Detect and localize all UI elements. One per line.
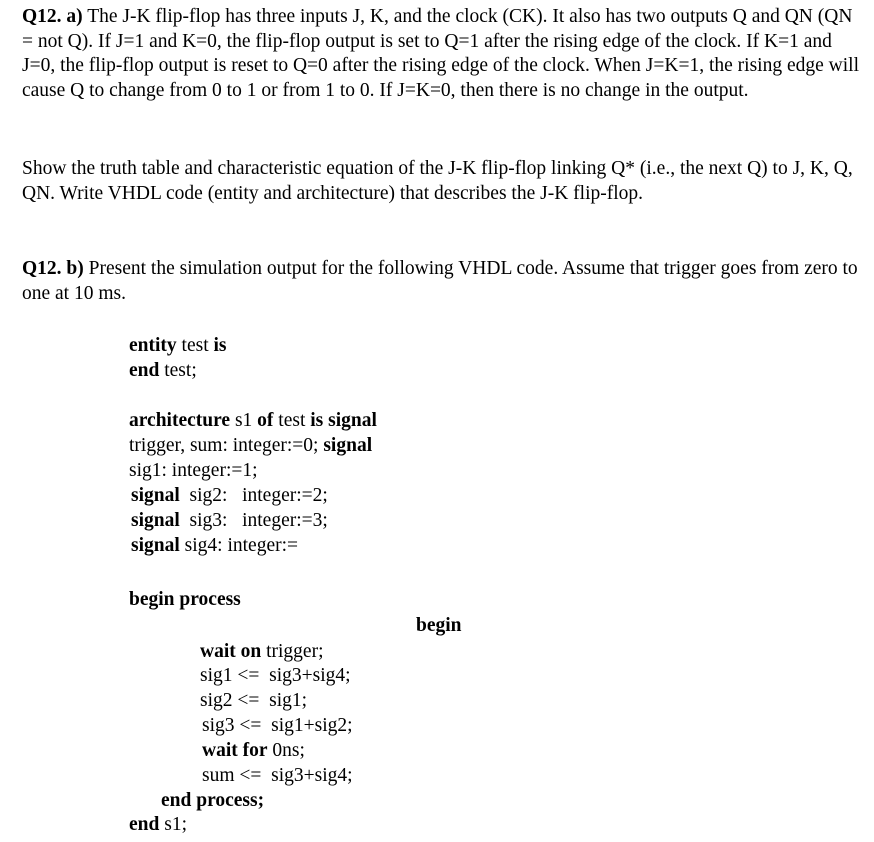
code-line-architecture (129, 409, 377, 433)
end-test-text: test; (159, 360, 197, 381)
entity-name: test (176, 335, 214, 356)
code-line-begin-process (129, 588, 241, 612)
keyword-signal-3: signal (131, 510, 180, 531)
sig2-decl: sig2: integer:=2; (179, 485, 328, 506)
code-line-stmt1 (200, 664, 351, 688)
keyword-wait-on: wait on (200, 641, 262, 662)
question-12a-paragraph (22, 5, 862, 103)
code-line-trigger-sum (129, 434, 372, 458)
sig4-decl: sig4: integer:= (179, 535, 299, 556)
code-line-wait-for (202, 739, 305, 763)
sig1-decl: sig1: integer:=1; (129, 460, 258, 481)
keyword-signal-4: signal (131, 535, 180, 556)
code-line-stmt4 (202, 764, 353, 788)
keyword-architecture: architecture (129, 410, 231, 431)
question-12a-label: Q12. a) (22, 6, 83, 27)
keyword-end-s1: end (129, 814, 160, 835)
wait-on-trigger: trigger; (261, 641, 324, 662)
assign-sig1: sig1 <= sig3+sig4; (200, 665, 351, 686)
code-line-sig2 (131, 484, 328, 508)
architecture-name: s1 (230, 410, 258, 431)
keyword-wait-for: wait for (202, 740, 268, 761)
code-line-end-process (161, 789, 264, 813)
code-line-end-test (129, 359, 197, 383)
code-line-begin (416, 614, 462, 638)
code-line-sig4 (131, 534, 298, 558)
keyword-end-process: end process; (161, 790, 265, 811)
keyword-entity: entity (129, 335, 177, 356)
code-line-end-s1 (129, 813, 187, 837)
end-s1-text: s1; (159, 814, 187, 835)
keyword-signal-2: signal (131, 485, 180, 506)
assign-sig3: sig3 <= sig1+sig2; (202, 715, 353, 736)
question-12b-paragraph (22, 257, 862, 306)
code-line-sig1 (129, 459, 258, 483)
trigger-sum-decl: trigger, sum: integer:=0; (129, 435, 324, 456)
keyword-begin: begin (416, 615, 462, 636)
code-line-sig3 (131, 509, 328, 533)
keyword-of: of (257, 410, 274, 431)
code-line-stmt2 (200, 689, 307, 713)
question-12a-task: Show the truth table and characteristic equation of the J-K flip-flop linking Q* (i.e., the next Q) to J, K, Q, QN. Write VHDL code (entity and architecture) that describes the J-K flip-flop. (22, 158, 853, 204)
question-12b-label: Q12. b) (22, 258, 84, 279)
question-12b-text: Present the simulation output for the following VHDL code. Assume that trigger goes from zero to one at 10 ms. (22, 258, 858, 304)
keyword-begin-process: begin process (129, 589, 241, 610)
assign-sig2: sig2 <= sig1; (200, 690, 308, 711)
keyword-is: is (213, 335, 227, 356)
code-line-wait-on (200, 640, 324, 664)
code-line-stmt3 (202, 714, 353, 738)
code-line-entity (129, 334, 227, 358)
architecture-entity: test (273, 410, 311, 431)
sig3-decl: sig3: integer:=3; (179, 510, 328, 531)
keyword-is-signal: is signal (310, 410, 377, 431)
wait-for-time: 0ns; (267, 740, 305, 761)
assign-sum: sum <= sig3+sig4; (202, 765, 353, 786)
keyword-signal: signal (323, 435, 373, 456)
keyword-end: end (129, 360, 160, 381)
question-12a-text: The J-K flip-flop has three inputs J, K, and the clock (CK). It also has two outputs Q and QN (QN = not Q). If J=1 and K=0, the flip-flop output is set to Q=1 after the rising edge of the clock. If K=1 and J=0, the flip-flop output is reset to Q=0 after the rising edge of the clock. When J=K=1, the rising edge will cause Q to change from 0 to 1 or from 1 to 0. If J=K=0, then there is no change in the output. (22, 6, 859, 101)
